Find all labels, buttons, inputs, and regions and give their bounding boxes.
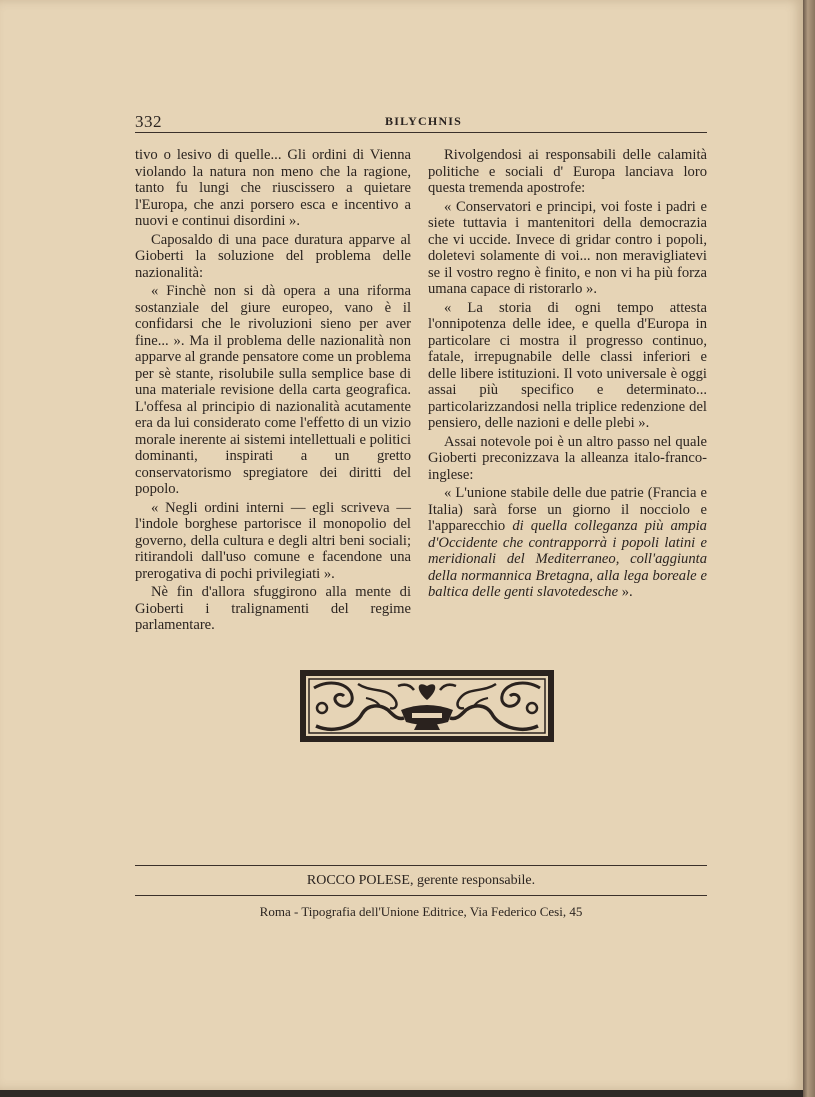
paragraph: « Negli ordini interni — egli scriveva — l'indole borghese partorisce il monopolio del governo, della cultura e degli altri beni sociali; ritirandoli dall'uso comune e facendone una prerogativa di pochi privilegiati ». [135,499,411,582]
paragraph [428,485,707,601]
footer-rule-top [135,865,707,866]
header-rule [135,132,707,133]
printer-line: Roma - Tipografia dell'Unione Editrice, Via Federico Cesi, 45 [259,904,583,919]
left-column [135,147,411,636]
quote-italic: di quella colleganza più ampia d'Occidente che contrapporrà i popoli latini e meridionali del Mediterraneo, coll'aggiunta della normannica Bretagna, alla lega boreale e baltica delle genti slavotedesche [428,518,707,600]
quote-end: ». [618,584,633,600]
paragraph: Caposaldo di una pace duratura apparve al Gioberti la soluzione del problema delle nazionalità: [135,231,411,281]
page-number: 332 [135,112,162,131]
footer-rule-bottom [135,895,707,896]
paragraph: tivo o lesivo di quelle... Gli ordini di Vienna violando la natura non meno che la ragione, tanto fu lungi che riuscissero a quietare l'Europa, che anzi porsero esca e incentivo a nuovi e continui disordini ». [135,147,411,229]
paragraph: Rivolgendosi ai responsabili delle calamità politiche e sociali d' Europa lanciava loro questa tremenda apostrofe: [428,147,707,196]
paragraph: « Conservatori e principi, voi foste i padri e siete tuttavia i mantenitori della democrazia che vi uccide. Invece di gridar contro i popoli, doletevi solamente di voi... non meravigliatevi se il vostro regno è finito, e non vi ha più forza umana capace di ristorarlo ». [428,198,707,297]
page-header [135,112,707,134]
paragraph: « La storia di ogni tempo attesta l'onnipotenza delle idee, e quella d'Europa in particolare ci mostra il progresso continuo, fatale, irrepugnabile delle classi inferiori e delle libere istituzioni. Il voto universale è oggi assai più specifico e determinato... particolarizzandosi nella triplice redenzione del pensiero, delle nazioni e delle plebi ». [428,299,707,431]
paragraph: Assai notevole poi è un altro passo nel quale Gioberti preconizzava la alleanza italo-franco-inglese: [428,433,707,483]
right-column [428,147,707,603]
gerente-line: ROCCO POLESE, gerente responsabile. [306,873,536,888]
paragraph: Nè fin d'allora sfuggirono alla mente di Gioberti i tralignamenti del regime parlamentare. [135,584,411,633]
paragraph: « Finchè non si dà opera a una riforma sostanziale del giure europeo, vano è il confidarsi che le rivoluzioni sieno per aver fine... ». Ma il problema delle nazionalità non apparve al grande pensatore come un problema per sè stante, risolubile sulla semplice base di una materiale revisione della carta geografica. L'offesa al principio di nazionalità acutamente era da lui considerato come l'effetto di un vizio morale inerente ai sistemi intellettuali e politici dominanti, inspirati a un gretto conservatorismo spregiatore dei diritti del popolo. [135,283,411,497]
running-title: BILYCHNIS [385,114,463,128]
art-nouveau-vignette-icon [300,670,554,742]
quote-roman: « L'unione stabile delle due patrie (Francia e Italia) sarà forse un giorno il nocciolo e l'apparecchio [428,485,707,534]
page-edge [803,0,815,1097]
